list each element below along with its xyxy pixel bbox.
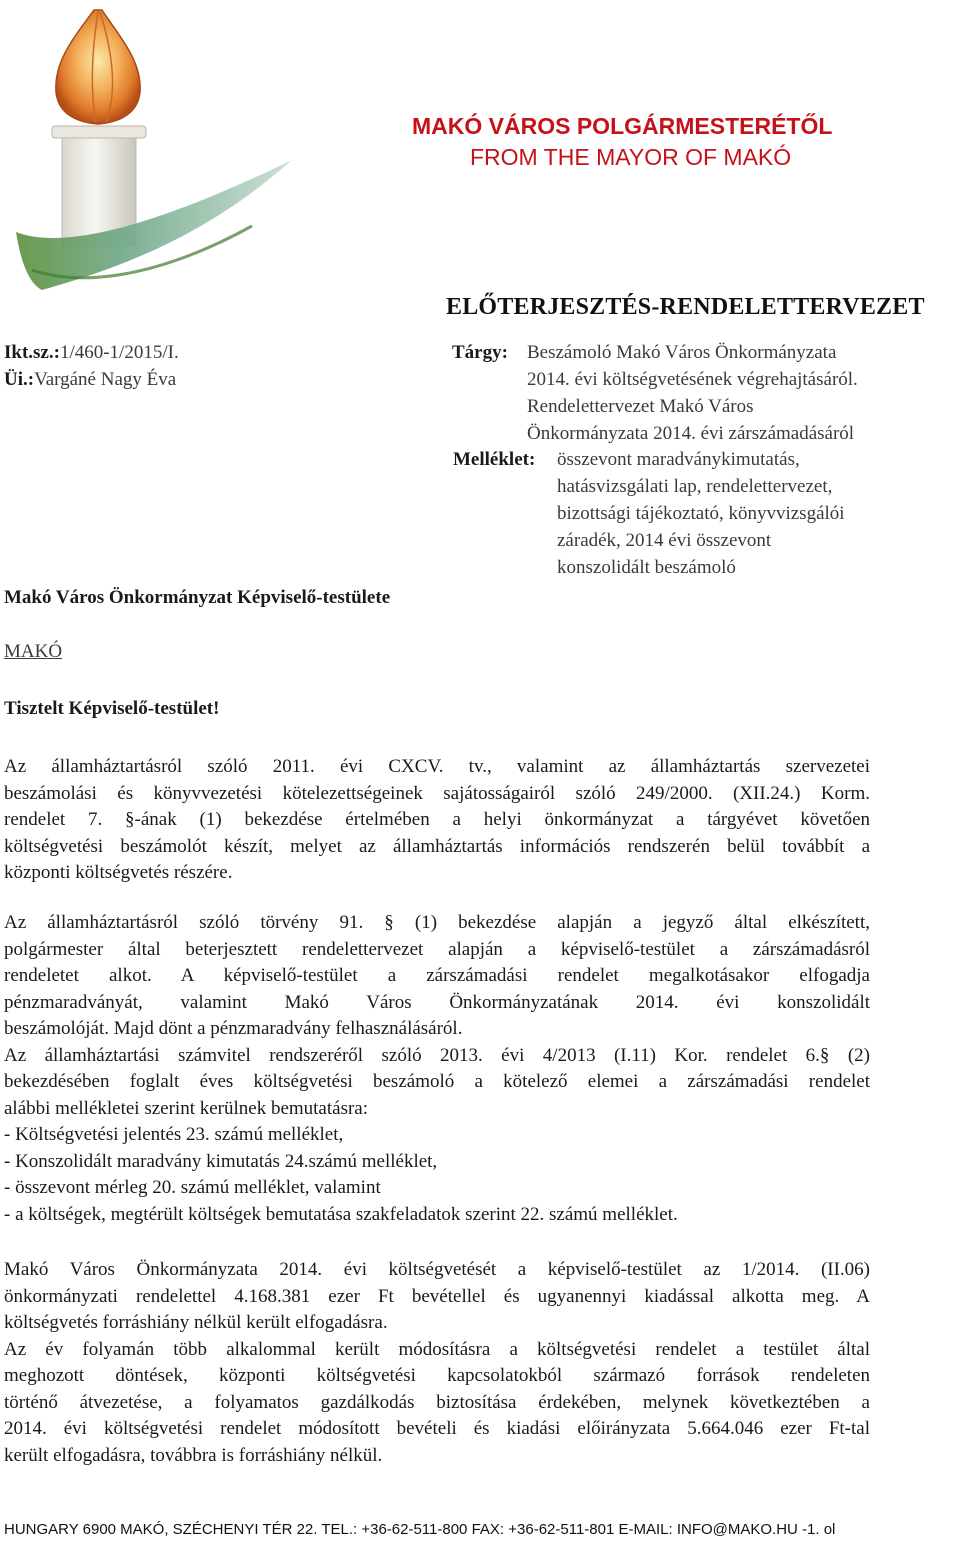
- attachment-line: bizottsági tájékoztató, könyvvizsgálói: [557, 503, 845, 524]
- subject-label: [452, 339, 508, 366]
- paragraph-line: 2014. évi költségvetési rendelet módosított bevételi és kiadási előirányzata 5.664.046 ezer Ft-tal: [4, 1418, 870, 1439]
- addressee-body: Makó Város Önkormányzat Képviselő-testülete: [4, 587, 391, 608]
- attachment-lines: [557, 446, 845, 581]
- mako-logo: [2, 0, 302, 320]
- attachment-line: összevont maradványkimutatás,: [557, 449, 800, 470]
- case-officer-label: Üi.:: [4, 369, 35, 390]
- salutation: Tisztelt Képviselő-testület!: [4, 698, 220, 719]
- subject-label-text: Tárgy:: [452, 342, 508, 363]
- list-item: - Költségvetési jelentés 23. számú melléklet,: [4, 1124, 344, 1145]
- paragraph-line: pénzmaradványát, valamint Makó Város Önkormányzatának 2014. évi konszolidált: [4, 991, 870, 1013]
- case-officer-value: Vargáné Nagy Éva: [34, 369, 177, 390]
- addressee-city: MAKÓ: [4, 641, 63, 662]
- subject-line: Rendelettervezet Makó Város: [527, 396, 754, 417]
- paragraph-line: Az év folyamán több alkalommal került módosításra a költségvetési rendelet a testület által: [4, 1338, 870, 1360]
- attachment-label: [453, 446, 535, 473]
- paragraph-line: Az államháztartási számvitel rendszeréről szóló 2013. évi 4/2013 (I.11) Kor. rendelet 6.§ (2): [4, 1044, 870, 1066]
- paragraph-line: Az államháztartásról szóló törvény 91. § (1) bekezdése alapján a jegyző által elkészített,: [4, 912, 870, 933]
- attachment-label-text: Melléklet:: [453, 449, 536, 470]
- letterhead-title-en: FROM THE MAYOR OF MAKÓ: [470, 144, 792, 170]
- onion-column-logo-icon: [2, 0, 302, 320]
- paragraph-line: alábbi mellékletei szerint kerülnek bemutatásra:: [4, 1097, 369, 1119]
- paragraph-2: [4, 910, 870, 1228]
- paragraph-line: került elfogadásra, továbbra is forráshiány nélkül.: [4, 1444, 383, 1466]
- paragraph-line: beszámolási és könyvvezetési kötelezettségeinek sajátosságairól szóló 249/2000. (XII.24.) Korm.: [4, 782, 870, 804]
- subject-line: Önkormányzata 2014. évi zárszámadásáról: [527, 423, 855, 444]
- paragraph-line: költségvetési beszámolót készít, melyet az államháztartás információs rendszerén belül továbbít a: [4, 835, 870, 857]
- case-officer: [4, 366, 176, 393]
- registry-number-label: Ikt.sz.:: [4, 342, 60, 363]
- paragraph-line: központi költségvetés részére.: [4, 862, 233, 883]
- paragraph-line: polgármester által beterjesztett rendelettervezet alapján a képviselő-testület a zárszámadásról: [4, 938, 870, 960]
- paragraph-line: rendelet 7. §-ának (1) bekezdése értelmében a helyi önkormányzat a tárgyévet követően: [4, 809, 870, 830]
- attachment-line: záradék, 2014 évi összevont: [557, 530, 772, 551]
- list-item: - a költségek, megtérült költségek bemutatása szakfeladatok szerint 22. számú melléklet.: [4, 1203, 678, 1225]
- registry-number-value: 1/460-1/2015/I.: [59, 342, 179, 363]
- subject-lines: [527, 339, 858, 447]
- subject-line: 2014. évi költségvetésének végrehajtásáról.: [527, 369, 858, 390]
- document-type-title: ELŐTERJESZTÉS-RENDELETTERVEZET: [446, 294, 925, 320]
- paragraph-1: [4, 754, 870, 887]
- paragraph-line: önkormányzati rendelettel 4.168.381 ezer Ft bevétellel és ugyanennyi kiadással alkotta meg. A: [4, 1285, 870, 1307]
- paragraph-line: Makó Város Önkormányzata 2014. évi költségvetését a képviselő-testület az 1/2014. (II.06): [4, 1259, 870, 1280]
- paragraph-line: meghozott döntések, központi költségvetési kapcsolatokból származó források rendeleten: [4, 1365, 870, 1386]
- subject-line: Beszámoló Makó Város Önkormányzata: [527, 342, 837, 363]
- paragraph-line: rendeletet alkot. A képviselő-testület a zárszámadási rendelet megalkotásakor elfogadja: [4, 965, 870, 986]
- registry-number: [4, 339, 179, 366]
- paragraph-line: beszámolóját. Majd dönt a pénzmaradvány felhasználásáról.: [4, 1018, 463, 1039]
- list-item: - Konszolidált maradvány kimutatás 24.számú melléklet,: [4, 1150, 438, 1172]
- paragraph-line: Az államháztartásról szóló 2011. évi CXCV. tv., valamint az államháztartás szervezetei: [4, 756, 870, 777]
- letterhead-title-hu: MAKÓ VÁROS POLGÁRMESTERÉTŐL: [412, 113, 833, 139]
- paragraph-line: bekezdésében foglalt éves költségvetési beszámoló a kötelező elemei a zárszámadási rendelet: [4, 1071, 870, 1092]
- footer-contact: HUNGARY 6900 MAKÓ, SZÉCHENYI TÉR 22. TEL.: +36-62-511-800 FAX: +36-62-511-801 E-MAIL: INFO@MAKO.HU -1. ol: [4, 1521, 836, 1538]
- attachment-line: hatásvizsgálati lap, rendelettervezet,: [557, 476, 833, 497]
- list-item: - összevont mérleg 20. számú melléklet, valamint: [4, 1177, 381, 1198]
- paragraph-line: történő átvezetése, a folyamatos gazdálkodás biztosítása érdekében, melynek következtében a: [4, 1391, 870, 1413]
- attachment-line: konszolidált beszámoló: [557, 557, 736, 578]
- paragraph-line: költségvetés forráshiány nélkül került elfogadásra.: [4, 1312, 388, 1333]
- paragraph-3: [4, 1257, 870, 1469]
